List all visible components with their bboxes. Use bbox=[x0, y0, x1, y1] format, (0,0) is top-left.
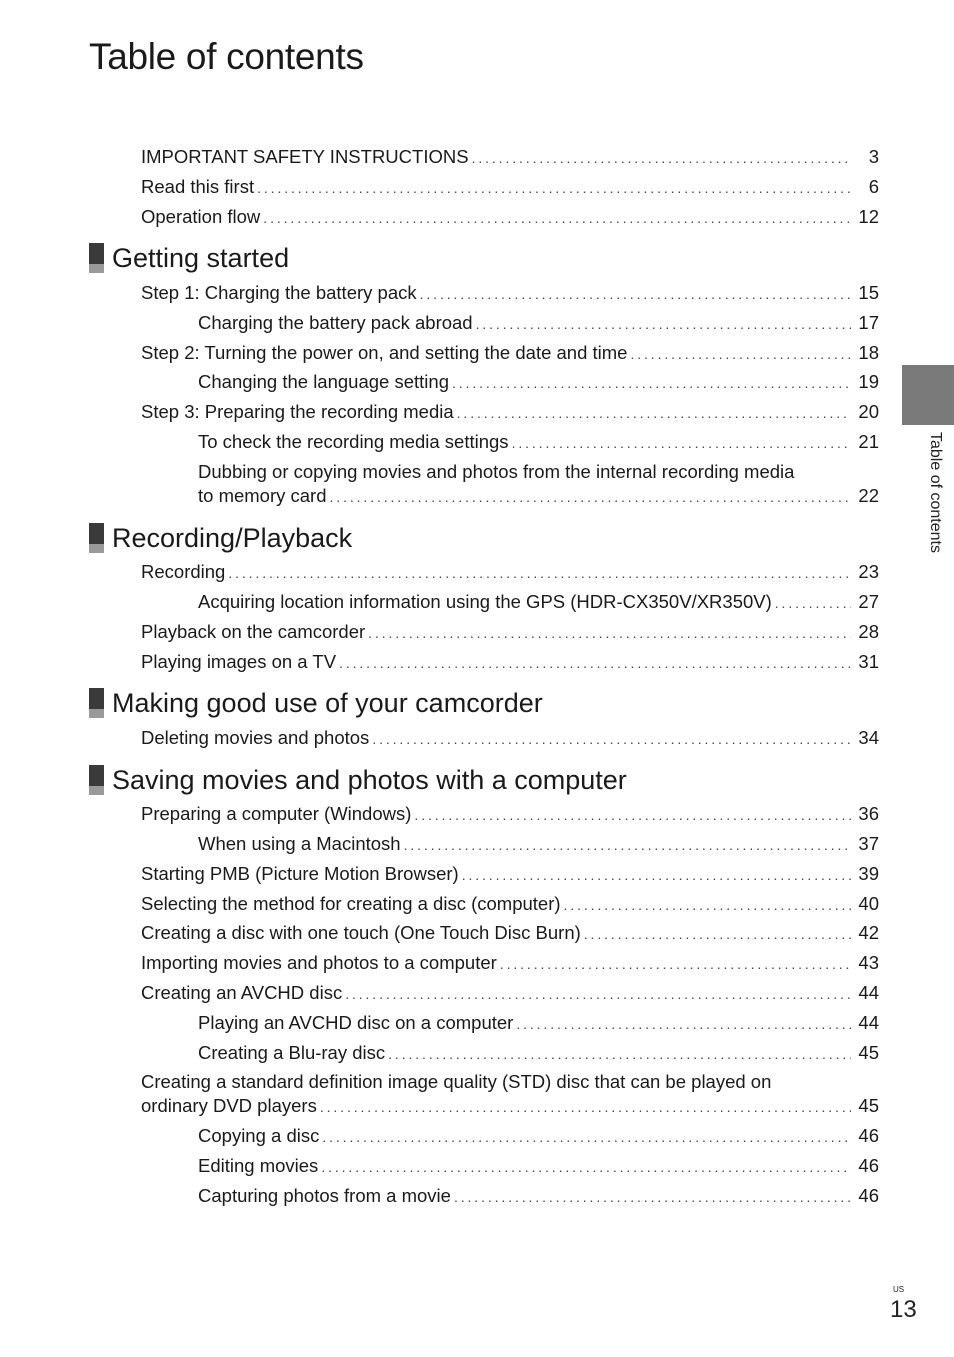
dot-leader bbox=[322, 1126, 851, 1148]
toc-entry-page-number: 45 bbox=[858, 1042, 879, 1063]
dot-leader bbox=[512, 432, 851, 454]
toc-entry-page-number: 15 bbox=[858, 282, 879, 303]
toc-entry-page-number: 31 bbox=[858, 651, 879, 672]
toc-entry-page-number: 39 bbox=[858, 863, 879, 884]
toc-subentry[interactable] bbox=[198, 1155, 879, 1178]
section-heading bbox=[89, 765, 627, 795]
dot-leader bbox=[228, 562, 851, 584]
toc-entry-label: Starting PMB (Picture Motion Browser) bbox=[141, 863, 459, 884]
section-title: Recording/Playback bbox=[112, 523, 353, 553]
toc-entry-label: Acquiring location information using the GPS (HDR-CX350V/XR350V) bbox=[198, 591, 772, 612]
section-heading bbox=[89, 243, 289, 273]
toc-subentry[interactable] bbox=[198, 833, 879, 856]
toc-subentry[interactable] bbox=[198, 1185, 879, 1208]
dot-leader bbox=[339, 652, 851, 674]
toc-entry-label: Creating a Blu-ray disc bbox=[198, 1042, 386, 1063]
dot-leader bbox=[775, 592, 851, 614]
dot-leader bbox=[321, 1156, 851, 1178]
toc-entry-label: Capturing photos from a movie bbox=[198, 1185, 451, 1206]
section-marker-icon bbox=[89, 688, 104, 718]
dot-leader bbox=[462, 864, 851, 886]
section-marker-icon bbox=[89, 765, 104, 795]
toc-entry-label: Playback on the camcorder bbox=[141, 621, 366, 642]
toc-entry-page-number: 23 bbox=[858, 561, 879, 582]
dot-leader bbox=[452, 372, 851, 394]
toc-entry-page-number: 43 bbox=[858, 952, 879, 973]
page-region-label: US bbox=[893, 1285, 905, 1294]
toc-entry[interactable] bbox=[141, 922, 879, 945]
dot-leader bbox=[404, 834, 851, 856]
toc-entry-page-number: 34 bbox=[858, 727, 879, 748]
toc-entry[interactable] bbox=[141, 401, 879, 424]
toc-entry-page-number: 28 bbox=[858, 621, 879, 642]
toc-entry-page-number: 22 bbox=[858, 485, 879, 506]
toc-entry-page-number: 44 bbox=[858, 1012, 879, 1033]
toc-entry[interactable] bbox=[141, 342, 879, 365]
dot-leader bbox=[584, 923, 851, 945]
toc-entry-label: Editing movies bbox=[198, 1155, 319, 1176]
toc-subentry[interactable] bbox=[198, 1125, 879, 1148]
toc-entry-page-number: 44 bbox=[858, 982, 879, 1003]
toc-entry-label: IMPORTANT SAFETY INSTRUCTIONS bbox=[141, 146, 469, 167]
toc-subentry[interactable] bbox=[198, 591, 879, 614]
dot-leader bbox=[414, 804, 851, 826]
toc-entry-page-number: 17 bbox=[858, 312, 879, 333]
toc-subentry[interactable] bbox=[198, 485, 879, 508]
toc-entry-label-line1: Dubbing or copying movies and photos from the internal recording media bbox=[198, 461, 795, 482]
toc-entry-label: To check the recording media settings bbox=[198, 431, 509, 452]
toc-entry[interactable] bbox=[141, 621, 879, 644]
toc-entry-page-number: 46 bbox=[858, 1125, 879, 1146]
toc-entry-label: to memory card bbox=[198, 485, 327, 506]
toc-entry-label: Copying a disc bbox=[198, 1125, 320, 1146]
toc-entry-page-number: 19 bbox=[858, 371, 879, 392]
section-title: Getting started bbox=[112, 243, 290, 273]
toc-entry-label: Creating an AVCHD disc bbox=[141, 982, 343, 1003]
dot-leader bbox=[564, 894, 851, 916]
dot-leader bbox=[420, 283, 851, 305]
toc-entry-page-number: 20 bbox=[858, 401, 879, 422]
dot-leader bbox=[368, 622, 851, 644]
toc-entry-page-number: 46 bbox=[858, 1155, 879, 1176]
toc-entry-page-number: 45 bbox=[858, 1095, 879, 1116]
toc-entry-label: Creating a disc with one touch (One Touch Disc Burn) bbox=[141, 922, 581, 943]
toc-entry-label-line1: Creating a standard definition image quality (STD) disc that can be played on bbox=[141, 1071, 772, 1092]
section-heading bbox=[89, 523, 352, 553]
section-marker-icon bbox=[89, 523, 104, 553]
toc-entry[interactable] bbox=[141, 561, 879, 584]
toc-entry-page-number: 46 bbox=[858, 1185, 879, 1206]
toc-entry[interactable] bbox=[141, 863, 879, 886]
toc-entry-label: Read this first bbox=[141, 176, 255, 197]
toc-entry[interactable] bbox=[141, 176, 879, 199]
dot-leader bbox=[516, 1013, 851, 1035]
toc-entry-label: Importing movies and photos to a computer bbox=[141, 952, 497, 973]
toc-entry-label: Playing an AVCHD disc on a computer bbox=[198, 1012, 514, 1033]
toc-entry[interactable] bbox=[141, 651, 879, 674]
toc-entry-label: Step 1: Charging the battery pack bbox=[141, 282, 417, 303]
toc-entry-label: Step 3: Preparing the recording media bbox=[141, 401, 454, 422]
dot-leader bbox=[388, 1043, 851, 1065]
page-title: Table of contents bbox=[89, 36, 364, 77]
toc-entry[interactable] bbox=[141, 282, 879, 305]
toc-entry-page-number: 12 bbox=[858, 206, 879, 227]
toc-entry-page-number: 42 bbox=[858, 922, 879, 943]
toc-entry-label: Preparing a computer (Windows) bbox=[141, 803, 412, 824]
dot-leader bbox=[263, 207, 851, 229]
toc-entry-page-number: 36 bbox=[858, 803, 879, 824]
side-tab-label: Table of contents bbox=[927, 432, 944, 553]
dot-leader bbox=[630, 343, 851, 365]
toc-subentry[interactable] bbox=[198, 1042, 879, 1065]
toc-entry[interactable] bbox=[141, 982, 879, 1005]
toc-entry-label: Operation flow bbox=[141, 206, 261, 227]
toc-entry-page-number: 21 bbox=[858, 431, 879, 452]
page-number: 13 bbox=[890, 1296, 917, 1323]
toc-subentry[interactable] bbox=[198, 1012, 879, 1035]
section-heading bbox=[89, 688, 543, 718]
toc-entry[interactable] bbox=[141, 952, 879, 975]
toc-entry-page-number: 6 bbox=[868, 176, 879, 197]
toc-entry-page-number: 37 bbox=[858, 833, 879, 854]
toc-entry-label: Changing the language setting bbox=[198, 371, 449, 392]
toc-entry[interactable] bbox=[141, 803, 879, 826]
toc-entry[interactable] bbox=[141, 727, 879, 750]
toc-entry-label: ordinary DVD players bbox=[141, 1095, 317, 1116]
section-marker-icon bbox=[89, 243, 104, 273]
toc-entry-label: Deleting movies and photos bbox=[141, 727, 370, 748]
toc-entry-label: Selecting the method for creating a disc (computer) bbox=[141, 893, 561, 914]
toc-entry-label: Playing images on a TV bbox=[141, 651, 337, 672]
toc-subentry[interactable] bbox=[198, 431, 879, 454]
toc-entry-page-number: 3 bbox=[868, 146, 879, 167]
toc-entry-label: When using a Macintosh bbox=[198, 833, 401, 854]
dot-leader bbox=[472, 147, 851, 169]
dot-leader bbox=[257, 177, 851, 199]
toc-entry[interactable] bbox=[141, 146, 879, 169]
toc-entry-page-number: 40 bbox=[858, 893, 879, 914]
toc-entry[interactable] bbox=[141, 893, 879, 916]
toc-entry-label: Recording bbox=[141, 561, 226, 582]
dot-leader bbox=[500, 953, 851, 975]
section-title: Making good use of your camcorder bbox=[112, 688, 543, 718]
toc-entry-page-number: 18 bbox=[858, 342, 879, 363]
dot-leader bbox=[476, 313, 851, 335]
toc-entry[interactable] bbox=[141, 206, 879, 229]
dot-leader bbox=[320, 1096, 851, 1118]
side-tab-marker bbox=[902, 365, 954, 425]
toc-entry-page-number: 27 bbox=[858, 591, 879, 612]
toc-entry[interactable] bbox=[141, 1095, 879, 1118]
dot-leader bbox=[345, 983, 851, 1005]
toc-subentry[interactable] bbox=[198, 371, 879, 394]
dot-leader bbox=[330, 486, 851, 508]
dot-leader bbox=[457, 402, 851, 424]
dot-leader bbox=[454, 1186, 851, 1208]
section-title: Saving movies and photos with a computer bbox=[112, 765, 627, 795]
dot-leader bbox=[372, 728, 851, 750]
toc-subentry[interactable] bbox=[198, 312, 879, 335]
toc-entry-label: Charging the battery pack abroad bbox=[198, 312, 473, 333]
toc-entry-label: Step 2: Turning the power on, and setting the date and time bbox=[141, 342, 628, 363]
